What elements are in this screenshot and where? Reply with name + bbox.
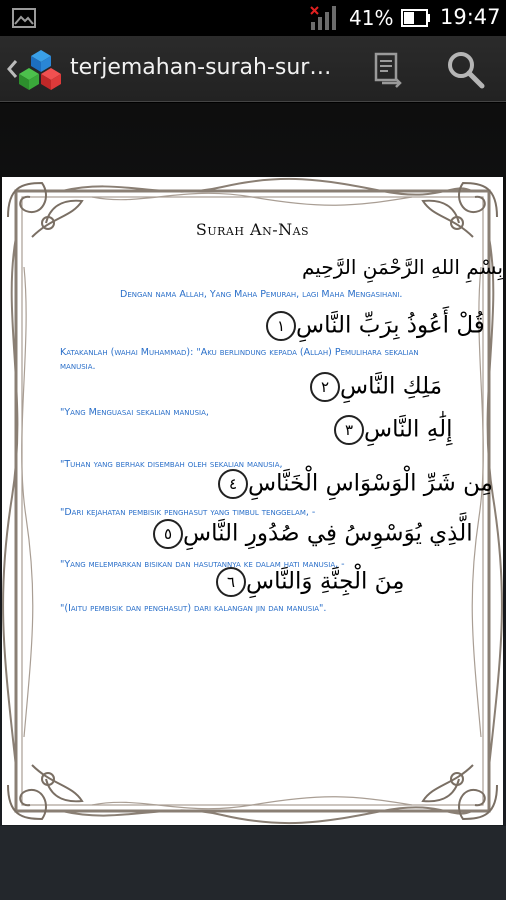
verse-translation: "Yang Menguasai sekalian manusia, [60,407,209,418]
surah-title: Surah An-Nas [195,220,310,239]
battery-icon [401,9,431,27]
clock: 19:47 [440,5,501,29]
verse-arabic-text: مِن شَرِّ الْوَسْوَاسِ الْخَنَّاسِ [248,470,493,497]
page-list-icon[interactable] [368,50,408,90]
basmala-arabic: بِسْمِ اللهِ الرَّحْمَنِ الرَّحِيم [302,255,504,279]
ayah-number-marker: ٦ [216,567,246,597]
verse-translation: Katakanlah (wahai Muhammad): "Aku berlindung kepada (Allah) Pemulihara sekalian manusia. [60,347,419,372]
action-bar [0,36,506,102]
app-logo-icon[interactable] [19,48,63,92]
verse-arabic-text: الَّذِي يُوَسْوِسُ فِي صُدُورِ النَّاسِ [183,520,473,547]
search-icon[interactable] [444,48,488,92]
signal-icon [309,6,339,30]
ayah-number-marker: ٢ [310,372,340,402]
verse-arabic [212,469,493,499]
verse-arabic [210,567,405,597]
verse-translation: "Yang melemparkan bisikan dan hasutannya ke dalam hati manusia, - [60,559,345,570]
verse-translation: "Tuhan yang berhak disembah oleh sekalian manusia, [60,459,283,470]
verse-arabic-text: مَلِكِ النَّاسِ [340,373,443,400]
verse-arabic-text: إِلَٰهِ النَّاسِ [364,416,453,443]
verse-arabic [260,311,485,341]
ayah-number-marker: ١ [266,311,296,341]
status-bar [0,0,506,36]
verse-translation: "(Iaitu pembisik dan penghasut) dari kalangan jin dan manusia". [60,603,327,614]
ayah-number-marker: ٣ [334,415,364,445]
verse-arabic [304,372,442,402]
verse-arabic-text: مِنَ الْجِنَّةِ وَالنَّاسِ [246,568,405,595]
verse-translation: "Dari kejahatan pembisik penghasut yang timbul tenggelam, - [60,507,316,518]
verse-arabic [147,519,473,549]
verse-arabic [328,415,452,445]
verse-arabic-text: قُلْ أَعُوذُ بِرَبِّ النَّاسِ [296,312,485,339]
gallery-icon [12,8,36,28]
window-title: terjemahan-surah-sur… [70,55,332,80]
bottom-bar [0,826,506,900]
battery-percent: 41% [349,6,394,30]
document-page[interactable] [2,177,503,825]
ayah-number-marker: ٥ [153,519,183,549]
chevron-left-icon[interactable] [5,58,19,80]
ayah-number-marker: ٤ [218,469,248,499]
basmala-translation: Dengan nama Allah, Yang Maha Pemurah, lagi Maha Mengasihani. [120,289,403,300]
